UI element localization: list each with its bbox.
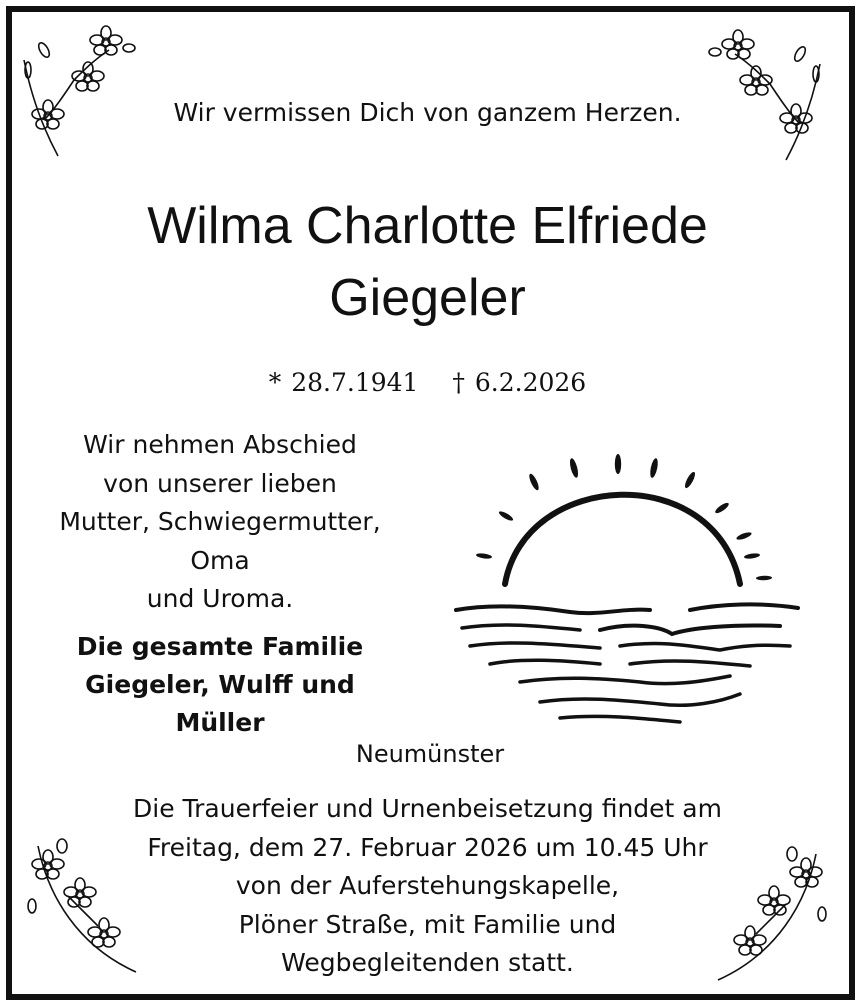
service-info: [60, 790, 795, 983]
flower-corner-top-left-icon: [14, 20, 144, 160]
service-line: Wegbegleitenden statt.: [281, 948, 574, 978]
name-line-1: Wilma Charlotte Elfriede: [147, 197, 708, 255]
farewell-line: von unserer lieben: [103, 468, 337, 498]
farewell-line: und Uroma.: [146, 584, 294, 613]
deceased-name: [0, 190, 855, 334]
service-line: von der Auferstehungskapelle,: [235, 871, 620, 901]
life-dates: [0, 368, 855, 397]
service-line: Die Trauerfeier und Urnenbeisetzung findet am: [133, 794, 722, 823]
service-line: Plöner Straße, mit Familie und: [238, 909, 617, 939]
family-line: Müller: [175, 708, 265, 737]
family-line: Die gesamte Familie: [76, 632, 364, 661]
farewell-text: [40, 426, 400, 619]
name-line-2: Giegeler: [329, 269, 526, 327]
sunset-over-water-icon: [450, 450, 810, 740]
death-date: † 6.2.2026: [452, 368, 587, 397]
motto: Wir vermissen Dich von ganzem Herzen.: [173, 98, 682, 127]
family-signature: [40, 628, 400, 742]
place: Neumünster: [355, 740, 505, 768]
birth-date: * 28.7.1941: [268, 368, 419, 397]
service-line: Freitag, dem 27. Februar 2026 um 10.45 Uhr: [147, 832, 708, 862]
family-line: Giegeler, Wulff und: [85, 670, 355, 699]
farewell-line: Mutter, Schwiegermutter,: [59, 507, 381, 536]
flower-corner-top-right-icon: [700, 24, 830, 164]
farewell-line: Oma: [190, 545, 250, 575]
farewell-line: Wir nehmen Abschied: [83, 430, 357, 459]
